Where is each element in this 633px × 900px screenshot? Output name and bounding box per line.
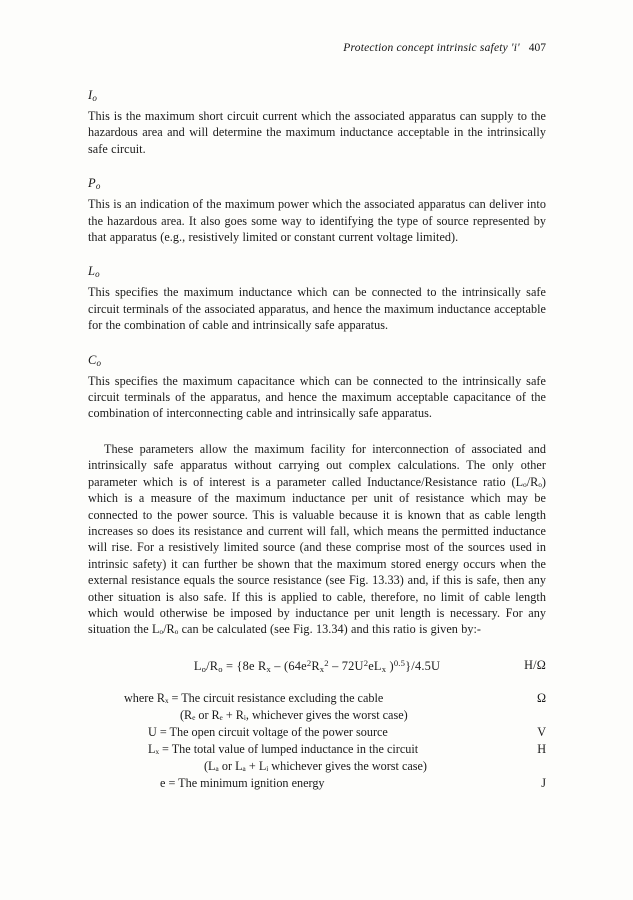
where-row xyxy=(124,690,546,707)
where-row xyxy=(124,758,546,775)
where-row xyxy=(124,741,546,758)
where-unit: J xyxy=(541,775,546,790)
section-paragraph-Lo: This specifies the maximum inductance which can be connected to the intrinsically safe circuit terminals of the associated apparatus, and hence the maximum inductance acceptable for the combination of cable and intrinsically safe apparatus. xyxy=(88,285,546,333)
formula-unit: H/Ω xyxy=(524,657,546,672)
where-text: (Rₑ or Rₑ + Rᵢ, whichever gives the worst case) xyxy=(180,707,408,722)
parameters-discussion-paragraph: These parameters allow the maximum facility for interconnection of associated and intrinsically safe apparatus without carrying out complex calculations. The only other parameter which is of interest is a parameter called Inductance/Resistance ratio (Lₒ/Rₒ) which is a measure of the maximum inductance per unit of resistance which may be connected to the power source. This is valuable because it is known that as cable length increases so does its resistance and current will fall, which means the permitted inductance will rise. For a resistively limited source (and these comprise most of the sources used in intrinsic safety) it can further be shown that the maximum stored energy occurs when the external resistance equals the source resistance (see Fig. 13.33) and, if this is safe, then any other situation is also safe. If this is applied to cable, therefore, no limit of cable length which would otherwise be imposed by inductance per unit length is necessary. For any situation the Lₒ/Rₒ can be calculated (see Fig. 13.34) and this ratio is given by:- xyxy=(88,441,546,637)
symbol-subscript: o xyxy=(92,93,98,103)
where-unit: V xyxy=(537,724,546,739)
where-unit: Ω xyxy=(536,690,546,705)
where-row xyxy=(124,707,546,724)
symbol-letter: C xyxy=(88,352,97,367)
section-paragraph-Po: This is an indication of the maximum power which the associated apparatus can deliver into the hazardous area. It also goes some way to identifying the type of source represented by that apparatus (e.g., resistively limited or constant current voltage limited). xyxy=(88,197,546,245)
symbol-subscript: o xyxy=(95,181,101,192)
where-text: U = The open circuit voltage of the power source xyxy=(148,724,388,739)
running-header xyxy=(88,42,546,54)
section-symbol-Io xyxy=(88,88,546,103)
symbol-letter: I xyxy=(88,88,93,102)
where-row xyxy=(124,724,546,741)
symbol-letter: L xyxy=(88,264,96,279)
formula-expression: $L_o/R_o = \{8e$ $R_x - (64e^2R_x^2 - 72U^2eL_x$ )$^{0.5}$}/4.5U xyxy=(193,657,441,674)
section-symbol-Lo xyxy=(88,264,546,279)
where-text: (Lₐ or Lₐ + Lᵢ whichever gives the worst case) xyxy=(204,758,427,773)
section-symbol-Po xyxy=(88,176,546,191)
page-content xyxy=(88,42,546,792)
where-definitions-list xyxy=(124,690,546,792)
page-number: 407 xyxy=(528,42,546,54)
where-text: e = The minimum ignition energy xyxy=(160,775,325,790)
where-text: Lₓ = The total value of lumped inductance in the circuit xyxy=(148,741,419,756)
where-text: where Rₓ = The circuit resistance excluding the cable xyxy=(124,690,384,705)
symbol-subscript: o xyxy=(96,357,102,368)
formula-lo-ro xyxy=(88,658,546,674)
section-paragraph-Co: This specifies the maximum capacitance which can be connected to the intrinsically safe circuit terminals of the apparatus, and hence the maximum acceptable capacitance of the combination of interconnecting cable and intrinsically safe apparatus. xyxy=(88,373,546,421)
symbol-letter: P xyxy=(88,176,96,191)
section-symbol-Co xyxy=(88,353,546,368)
where-unit: H xyxy=(537,741,546,756)
where-row xyxy=(124,775,546,792)
section-paragraph-Io: This is the maximum short circuit current which the associated apparatus can supply to the hazardous area and will determine the maximum inductance acceptable in the intrinsically safe circuit. xyxy=(88,109,546,156)
running-title: Protection concept intrinsic safety 'i' xyxy=(343,42,520,54)
symbol-subscript: o xyxy=(95,269,100,280)
